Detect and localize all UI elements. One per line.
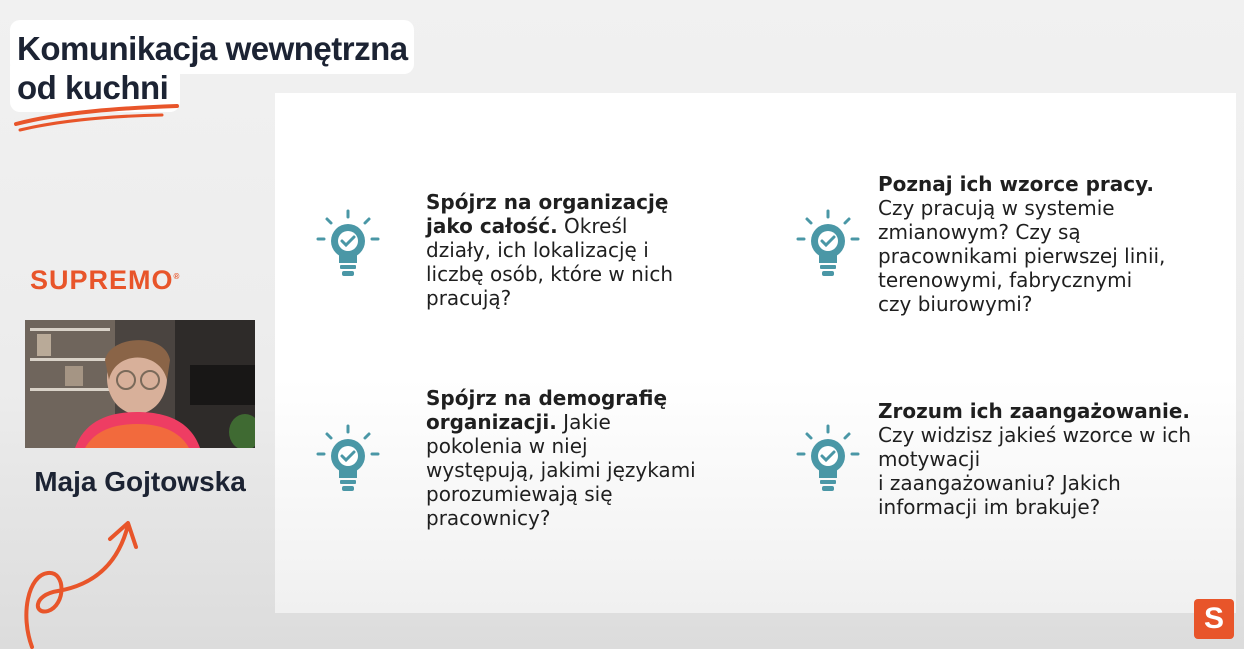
page-title-line-1: Komunikacja wewnętrzna [17, 30, 408, 67]
item-line: organizacji. Jakie [426, 410, 611, 434]
item-line: pracownikami pierwszej linii, [878, 244, 1166, 268]
supremo-s-icon[interactable]: S [1194, 599, 1234, 639]
slide-item-demographics [426, 386, 696, 530]
presentation-slide [275, 93, 1236, 613]
lightbulb-check-icon [315, 209, 381, 281]
item-line: występują, jakimi językami [426, 458, 696, 482]
item-line: czy biurowymi? [878, 292, 1033, 316]
page-title-line-2: od kuchni [17, 69, 169, 106]
arrow-doodle-icon [18, 515, 148, 649]
item-line: jako całość. Określ [426, 214, 628, 238]
title-underline-doodle [12, 100, 182, 134]
speaker-video [25, 320, 255, 448]
item-line: pracownicy? [426, 506, 551, 530]
item-line: pracują? [426, 286, 512, 310]
slide-item-work-patterns [878, 172, 1165, 316]
item-line: zmianowym? Czy są [878, 220, 1081, 244]
item-line: Czy widzisz jakieś wzorce w ich [878, 423, 1192, 447]
slide-item-organization [426, 190, 673, 310]
lightbulb-check-icon [315, 424, 381, 496]
slide-item-engagement [878, 399, 1191, 519]
supremo-logo: SUPREMO® [30, 265, 181, 295]
item-line: Spójrz na demografię [426, 386, 668, 410]
item-line: Czy pracują w systemie [878, 196, 1115, 220]
item-line: Zrozum ich zaangażowanie. [878, 399, 1190, 423]
item-line: pokolenia w niej [426, 434, 588, 458]
item-line: i zaangażowaniu? Jakich [878, 471, 1121, 495]
lightbulb-check-icon [795, 424, 861, 496]
lightbulb-check-icon [795, 209, 861, 281]
item-line: działy, ich lokalizację i [426, 238, 649, 262]
item-line: porozumiewają się [426, 482, 613, 506]
item-line: informacji im brakuje? [878, 495, 1101, 519]
item-line: motywacji [878, 447, 981, 471]
item-line: liczbę osób, które w nich [426, 262, 673, 286]
item-line: Spójrz na organizację [426, 190, 669, 214]
item-line: Poznaj ich wzorce pracy. [878, 172, 1154, 196]
speaker-video-frame [25, 320, 255, 448]
item-line: terenowymi, fabrycznymi [878, 268, 1133, 292]
speaker-name: Maja Gojtowska [34, 466, 246, 497]
